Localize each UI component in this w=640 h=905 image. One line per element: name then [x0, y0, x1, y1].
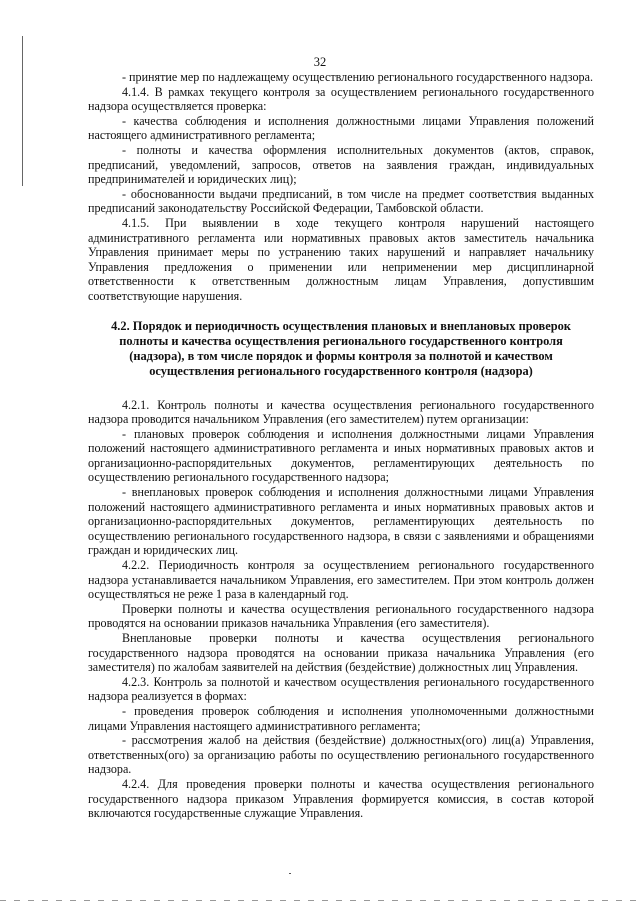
document-body: [88, 70, 594, 821]
paragraph-4-2-1: 4.2.1. Контроль полноты и качества осуществления регионального государственного надзора проводится начальником Управления (его заместителем) путем организации:: [88, 397, 594, 427]
paragraph-4-1-5: 4.1.5. При выявлении в ходе текущего контроля нарушений настоящего административного регламента или нормативных правовых актов заместитель начальника Управления принимает меры по устранению таких нарушений и направляет начальнику Управления предложения о применении или неприменении мер дисциплинарной ответственности к ответственным должностным лицам Управления, допустившим соответствующие нарушения.: [88, 215, 594, 303]
paragraph-quality-compliance: - качества соблюдения и исполнения должностными лицами Управления положений настоящего административного регламента;: [88, 113, 594, 143]
paragraph-unplanned-basis: Внеплановые проверки полноты и качества осуществления регионального государственного надзора проводятся на основании приказа начальника Управления (его заместителя) по жалобам заявителей на действия (бездействие) должностных лиц Управления.: [88, 631, 594, 675]
paragraph-form-inspections: - проведения проверок соблюдения и исполнения уполномоченными должностными лицами Управления настоящего административного регламента;: [88, 703, 594, 733]
section-heading-4-2: 4.2. Порядок и периодичность осуществления плановых и внеплановых проверок полноты и качества осуществления регионального государственного контроля (надзора), в том числе порядок и формы контроля за полнотой и качеством осуществления регионального государственного контроля (надзора): [111, 318, 571, 378]
paragraph-measures: - принятие мер по надлежащему осуществлению регионального государственного надзора.: [122, 70, 593, 84]
paragraph-validity-prescriptions: - обоснованности выдачи предписаний, в том числе на предмет соответствия выданных предписаний законодательству Российской Федерации, Тамбовской области.: [88, 186, 594, 216]
paragraph-planned-checks: - плановых проверок соблюдения и исполнения должностными лицами Управления положений настоящего административного регламента и иных нормативных правовых актов и организационно-распорядительных документов, регламентирующих деятельность по осуществлению регионального государственного надзора;: [88, 426, 594, 485]
paragraph-checks-basis: Проверки полноты и качества осуществления регионального государственного надзора проводятся на основании приказов начальника Управления (его заместителя).: [88, 601, 594, 631]
paragraph-form-complaints: - рассмотрения жалоб на действия (бездействие) должностных(ого) лиц(а) Управления, ответственных(ого) за организацию работы по осуществлению регионального государственного надзора.: [88, 733, 594, 777]
paragraph-4-2-4: 4.2.4. Для проведения проверки полноты и качества осуществления регионального государственного надзора приказом Управления формируется комиссия, в состав которой включаются государственные служащие Управления.: [88, 776, 594, 821]
paragraph-4-1-4: 4.1.4. В рамках текущего контроля за осуществлением регионального государственного надзора осуществляется проверка:: [88, 84, 594, 114]
scan-edge-line: [0, 900, 640, 901]
paragraph-4-2-2: 4.2.2. Периодичность контроля за осуществлением регионального государственного надзора устанавливается начальником Управления, его заместителем. При этом контроль должен осуществляться не реже 1 раза в календарный год.: [88, 558, 594, 602]
paragraph-unplanned-checks: - внеплановых проверок соблюдения и исполнения должностными лицами Управления положений настоящего административного регламента и иных нормативных правовых актов и организационно-распорядительных документов, регламентирующих деятельность по осуществлению регионального государственного надзора, в связи с заявлениями и обращениями граждан и юридических лиц.: [88, 485, 594, 558]
paragraph-4-2-3: 4.2.3. Контроль за полнотой и качеством осуществления регионального государственного надзора реализуется в формах:: [88, 674, 594, 704]
scan-speck: [289, 873, 291, 874]
paragraph-executive-documents: - полноты и качества оформления исполнительных документов (актов, справок, предписаний, уведомлений, запросов, ответов на заявления граждан, индивидуальных предпринимателей и юридических лиц);: [88, 142, 594, 187]
page-number: 32: [313, 55, 327, 69]
